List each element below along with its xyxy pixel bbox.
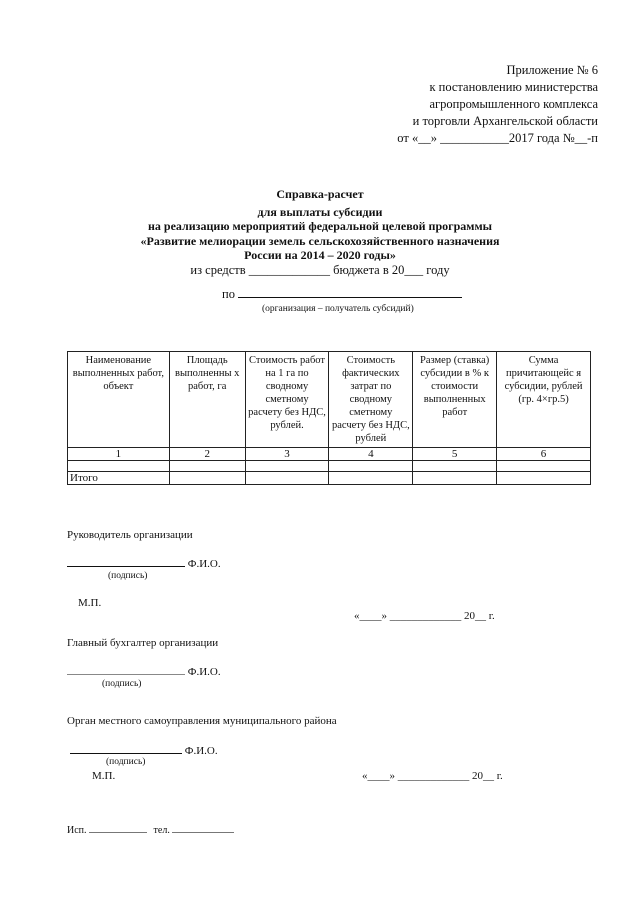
municipal-stamp: М.П. xyxy=(92,770,116,782)
table-cell[interactable] xyxy=(68,461,170,472)
title-budget-line: из средств _____________ бюджета в 20___ году xyxy=(190,262,450,277)
table-cell[interactable] xyxy=(497,461,591,472)
col-header-1: Наименование выполненных работ, объект xyxy=(68,352,170,448)
title-line-4: «Развитие мелиорации земель сельскохозяйственного назначения xyxy=(140,233,500,248)
municipal-date-line: «____» _____________ 20__ г. xyxy=(362,770,503,782)
col-header-2: Площадь выполненны х работ, га xyxy=(169,352,245,448)
col-header-3: Стоимость работ на 1 га по сводному сметному расчету без НДС, рублей. xyxy=(245,352,329,448)
title-line-5: России на 2014 – 2020 годы» xyxy=(244,248,396,262)
accountant-signature-line xyxy=(67,664,221,679)
head-stamp: М.П. xyxy=(78,597,102,609)
accountant-fio: Ф.И.О. xyxy=(187,666,221,678)
municipal-signature-line xyxy=(70,743,218,758)
title-line-3: на реализацию мероприятий федеральной целевой программы xyxy=(148,219,492,233)
col-number-2: 2 xyxy=(169,448,245,461)
head-fio: Ф.И.О. xyxy=(187,558,221,570)
po-label: по xyxy=(222,287,235,301)
table-cell[interactable] xyxy=(245,461,329,472)
col-header-4: Стоимость фактических затрат по сводному сметному расчету без НДС, рублей xyxy=(329,352,413,448)
col-number-6: 6 xyxy=(497,448,591,461)
appendix-date: от «__» ___________2017 года №__-п xyxy=(397,131,598,145)
table-number-row xyxy=(68,448,591,461)
col-number-5: 5 xyxy=(413,448,497,461)
head-sign-caption: (подпись) xyxy=(108,571,148,581)
organization-caption: (организация – получатель субсидий) xyxy=(262,304,414,314)
head-date-line: «____» _____________ 20__ г. xyxy=(354,610,495,622)
table-cell[interactable] xyxy=(169,461,245,472)
table-row xyxy=(68,461,591,472)
appendix-ref-2: агропромышленного комплекса xyxy=(429,97,598,111)
total-label: Итого xyxy=(68,472,170,485)
municipal-sign-caption: (подпись) xyxy=(106,757,146,767)
accountant-signature-field[interactable] xyxy=(67,664,185,675)
table-cell[interactable] xyxy=(413,472,497,485)
table-cell[interactable] xyxy=(329,461,413,472)
municipal-fio: Ф.И.О. xyxy=(184,745,218,757)
table-cell[interactable] xyxy=(329,472,413,485)
col-number-1: 1 xyxy=(68,448,170,461)
col-header-5: Размер (ставка) субсидии в % к стоимости выполненных работ xyxy=(413,352,497,448)
title-line-2: для выплаты субсидии xyxy=(257,204,383,219)
table-cell[interactable] xyxy=(413,461,497,472)
appendix-number: Приложение № 6 xyxy=(506,63,598,77)
accountant-sign-caption: (подпись) xyxy=(102,679,142,689)
title-line-1: Справка-расчет xyxy=(276,187,364,201)
table-cell[interactable] xyxy=(497,472,591,485)
appendix-ref-3: и торговли Архангельской области xyxy=(412,114,598,128)
appendix-header xyxy=(397,62,598,147)
municipal-signature-field[interactable] xyxy=(70,743,182,754)
subsidy-table xyxy=(67,351,591,485)
organization-field[interactable] xyxy=(238,287,462,298)
executor-label: Исп. xyxy=(67,825,87,836)
phone-label: тел. xyxy=(153,825,170,836)
table-header-row xyxy=(68,352,591,448)
executor-field[interactable] xyxy=(89,822,147,833)
table-cell[interactable] xyxy=(169,472,245,485)
accountant-label: Главный бухгалтер организации xyxy=(67,637,219,649)
table-cell[interactable] xyxy=(245,472,329,485)
document-title xyxy=(0,187,640,277)
col-header-6: Сумма причитающейс я субсидии, рублей (гр. 4×гр.5) xyxy=(497,352,591,448)
col-number-4: 4 xyxy=(329,448,413,461)
phone-field[interactable] xyxy=(172,822,234,833)
head-label: Руководитель организации xyxy=(67,529,193,541)
municipal-label: Орган местного самоуправления муниципального района xyxy=(67,715,337,727)
head-signature-field[interactable] xyxy=(67,556,185,567)
col-number-3: 3 xyxy=(245,448,329,461)
executor-line xyxy=(67,822,234,836)
organization-line xyxy=(222,287,462,302)
head-signature-line xyxy=(67,556,221,571)
table-total-row xyxy=(68,472,591,485)
appendix-ref-1: к постановлению министерства xyxy=(429,80,598,94)
